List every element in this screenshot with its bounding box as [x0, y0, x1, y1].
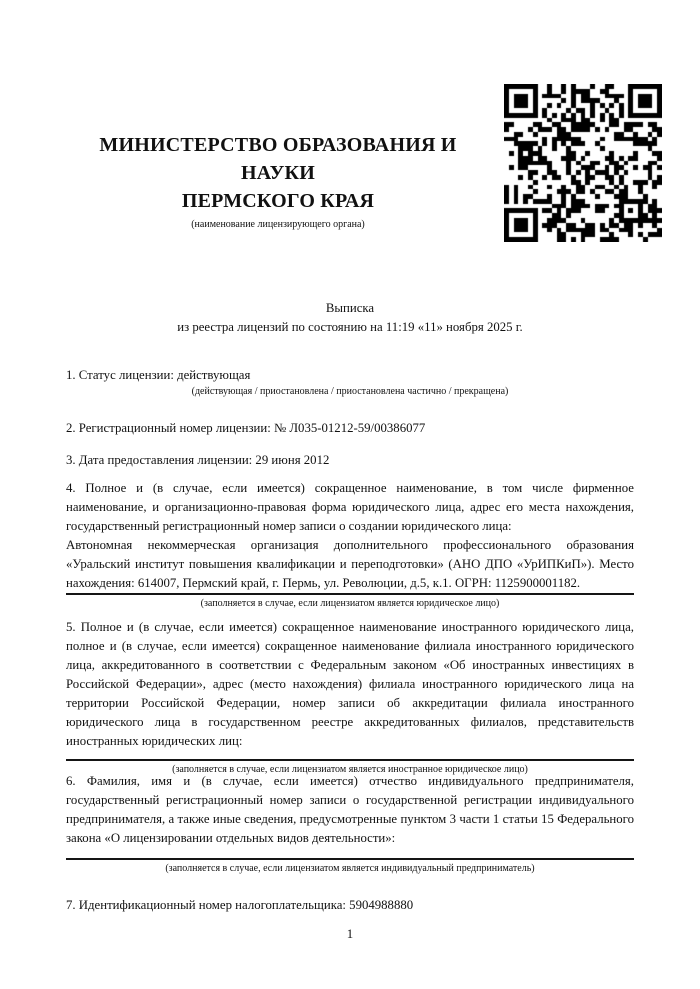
section-license-status: [66, 366, 634, 398]
document-title: [66, 299, 634, 337]
license-status-text: 1. Статус лицензии: действующая: [66, 368, 251, 382]
section-taxpayer-id: [66, 896, 634, 915]
foreign-entity-label: 5. Полное и (в случае, если имеется) сокращенное наименование иностранного юридического лица, полное и (в случае, если имеется) сокращенное наименование филиала иностранного юридического лица, аккредитованного в соответствии с Федеральным законом «Об иностранных инвестициях в Российской Федерации», адрес (место нахождения) филиала иностранного юридического лица на территории Российской Федерации, номер записи об аккредитации филиала иностранного юридического лица в государственном реестре аккредитованных филиалов, представительств иностранных юридических лиц:: [66, 620, 634, 748]
individual-entrepreneur-caption: (заполняется в случае, если лицензиатом является индивидуальный предприниматель): [66, 858, 634, 875]
title-line1: Выписка: [325, 301, 375, 315]
legal-entity-caption: (заполняется в случае, если лицензиатом является юридическое лицо): [66, 593, 634, 610]
legal-entity-value: Автономная некоммерческая организация дополнительного профессионального образования «Уральский институт повышения квалификации и переподготовки» (АНО ДПО «УрИПКиП»). Место нахождения: 614007, Пермский край, г. Пермь, ул. Революции, д.5, к.1. ОГРН: 1125900001182.: [66, 538, 634, 590]
ministry-name-line2: ПЕРМСКОГО КРАЯ: [181, 190, 375, 212]
qr-code-icon: [504, 84, 662, 242]
section-foreign-entity: [66, 618, 634, 776]
licensing-authority-caption: (наименование лицензирующего органа): [191, 219, 365, 230]
foreign-entity-caption: (заполняется в случае, если лицензиатом является иностранное юридическое лицо): [66, 759, 634, 776]
section-legal-entity: [66, 479, 634, 610]
ministry-name-line1: МИНИСТЕРСТВО ОБРАЗОВАНИЯ И НАУКИ: [99, 134, 457, 184]
ministry-header: [66, 131, 490, 231]
registration-number-text: 2. Регистрационный номер лицензии: № Л035-01212-59/00386077: [66, 421, 426, 435]
title-line2: из реестра лицензий по состоянию на 11:19 «11» ноября 2025 г.: [177, 320, 523, 334]
grant-date-text: 3. Дата предоставления лицензии: 29 июня 2012: [66, 453, 330, 467]
section-individual-entrepreneur: [66, 772, 634, 875]
taxpayer-id-text: 7. Идентификационный номер налогоплательщика: 5904988880: [66, 898, 414, 912]
license-status-options-caption: (действующая / приостановлена / приостановлена частично / прекращена): [191, 386, 509, 397]
legal-entity-label: 4. Полное и (в случае, если имеется) сокращенное наименование, в том числе фирменное наименование, и организационно-правовая форма юридического лица, адрес его места нахождения, государственный регистрационный номер записи о создании юридического лица:: [66, 481, 634, 533]
section-grant-date: [66, 451, 634, 470]
individual-entrepreneur-label: 6. Фамилия, имя и (в случае, если имеется) отчество индивидуального предпринимателя, государственный регистрационный номер записи о государственной регистрации индивидуального предпринимателя, а также иные сведения, предусмотренные пунктом 3 части 1 статьи 15 Федерального закона «О лицензировании отдельных видов деятельности»:: [66, 774, 634, 845]
section-registration-number: [66, 419, 634, 438]
page-number: 1: [346, 927, 354, 941]
